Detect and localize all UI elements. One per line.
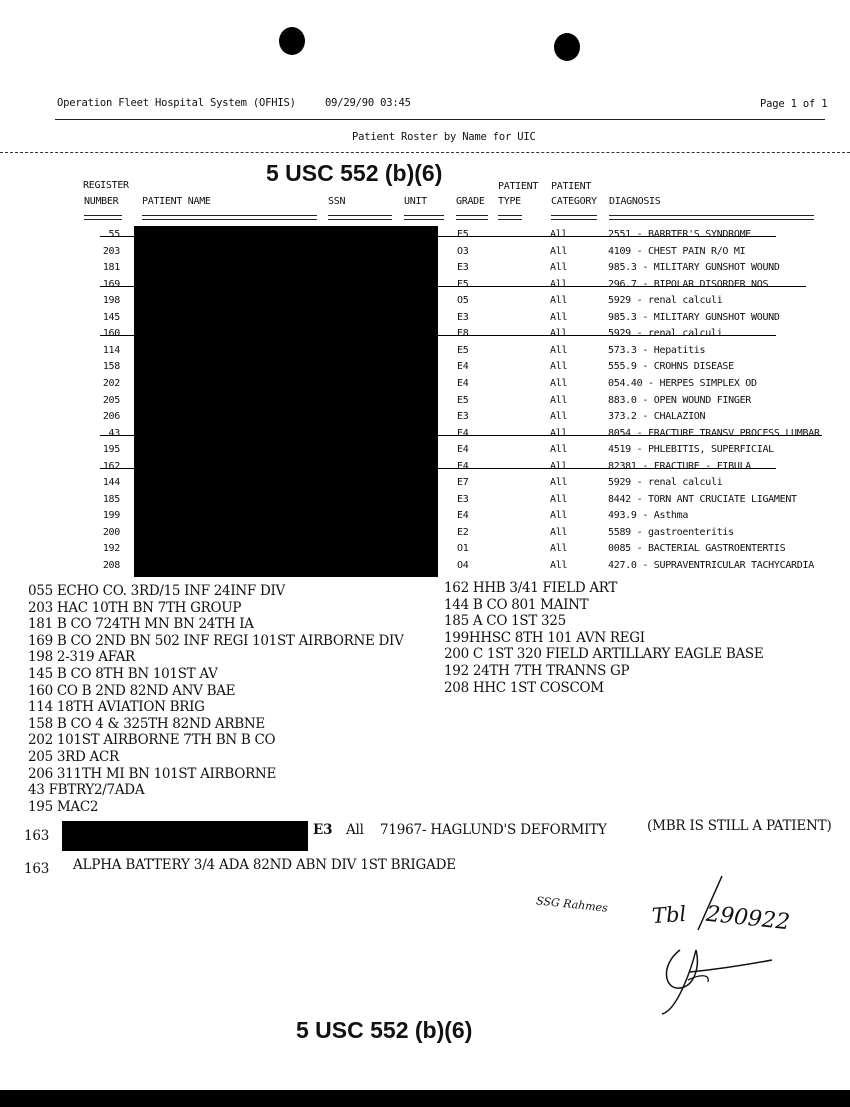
- register-number: 160: [102, 328, 120, 340]
- grade-cell: E3: [457, 493, 469, 505]
- grade-cell: E8: [457, 328, 469, 340]
- register-number: 144: [102, 477, 120, 489]
- patient-category-cell: All: [550, 411, 568, 423]
- patient-category-cell: All: [550, 526, 568, 538]
- unit-line: 114 18TH AVIATION BRIG: [28, 699, 205, 716]
- grade-cell: E4: [457, 427, 469, 439]
- grade-cell: E3: [457, 411, 469, 423]
- strikethrough-line: [436, 468, 776, 469]
- extra-patient-reg: 163: [24, 828, 50, 844]
- patient-category-cell: All: [550, 344, 568, 356]
- grade-cell: E3: [457, 311, 469, 323]
- diagnosis-cell: 2551 - BARRTER'S SYNDROME: [608, 229, 752, 240]
- patient-category-cell: All: [550, 493, 568, 505]
- unit-line: 145 B CO 8TH BN 101ST AV: [28, 665, 218, 682]
- col-underline: [84, 215, 122, 220]
- redaction-block: [134, 226, 438, 577]
- col-underline: [498, 215, 522, 220]
- extra-patient-grade: E3: [313, 822, 333, 838]
- diagnosis-cell: 427.0 - SUPRAVENTRICULAR TACHYCARDIA: [608, 560, 814, 571]
- handwritten-tbl: Tbl: [651, 901, 687, 929]
- diagnosis-cell: 555.9 - CROHNS DISEASE: [608, 361, 734, 373]
- grade-cell: O3: [457, 245, 469, 257]
- unit-line: 200 C 1ST 320 FIELD ARTILLARY EAGLE BASE: [444, 646, 764, 663]
- patient-category-cell: All: [550, 560, 568, 571]
- patient-category-cell: All: [550, 377, 568, 389]
- extra-patient-note: (MBR IS STILL A PATIENT): [647, 818, 832, 834]
- col-patient-name: PATIENT NAME: [142, 196, 211, 207]
- extra-patient-reg-2: 163: [24, 861, 50, 877]
- grade-cell: O1: [457, 543, 469, 555]
- unit-line: 158 B CO 4 & 325TH 82ND ARBNE: [28, 715, 265, 732]
- diagnosis-cell: 5929 - renal calculi: [608, 477, 723, 489]
- register-number: 203: [102, 245, 120, 257]
- header-rule-bottom: [0, 152, 850, 153]
- grade-cell: O4: [457, 560, 469, 571]
- register-number: 208: [102, 560, 120, 571]
- col-ptype-1: PATIENT: [498, 181, 539, 192]
- unit-line: 192 24TH 7TH TRANNS GP: [444, 662, 630, 679]
- grade-cell: E2: [457, 526, 469, 538]
- signature-mark: [640, 870, 800, 1020]
- exemption-stamp-top: 5 USC 552 (b)(6): [266, 160, 443, 186]
- diagnosis-cell: 985.3 - MILITARY GUNSHOT WOUND: [608, 311, 780, 323]
- unit-line: 198 2-319 AFAR: [28, 649, 135, 666]
- col-grade: GRADE: [456, 196, 485, 207]
- unit-list-right: [444, 580, 763, 696]
- col-pcat-1: PATIENT: [551, 181, 592, 192]
- unit-line: 181 B CO 724TH MN BN 24TH IA: [28, 616, 254, 633]
- diagnosis-cell: 5929 - renal calculi: [608, 328, 723, 340]
- grade-cell: O5: [457, 295, 469, 307]
- patient-category-cell: All: [550, 245, 568, 257]
- diagnosis-cell: 985.3 - MILITARY GUNSHOT WOUND: [608, 262, 780, 274]
- diagnosis-cell: 0085 - BACTERIAL GASTROENTERTIS: [608, 543, 786, 555]
- grade-cell: E7: [457, 477, 469, 489]
- register-number: 205: [102, 394, 120, 406]
- unit-line: 162 HHB 3/41 FIELD ART: [444, 580, 618, 596]
- handwritten-number: 290922: [704, 901, 792, 936]
- diagnosis-cell: 296.7 - BIPOLAR DISORDER NOS: [608, 278, 769, 290]
- header-rule-top: [55, 119, 825, 120]
- col-ssn: SSN: [328, 196, 346, 207]
- diagnosis-cell: 054.40 - HERPES SIMPLEX OD: [608, 377, 757, 389]
- punch-hole-right: [554, 33, 580, 61]
- register-number: 195: [102, 444, 120, 456]
- col-pcat-2: CATEGORY: [551, 196, 597, 207]
- unit-line: 195 MAC2: [28, 798, 99, 815]
- patient-category-cell: All: [550, 295, 568, 307]
- patient-category-cell: All: [550, 262, 568, 274]
- col-register-1: REGISTER: [83, 180, 129, 191]
- register-number: 43: [108, 427, 120, 439]
- register-number: 206: [102, 411, 120, 423]
- register-number: 185: [102, 493, 120, 505]
- unit-list-left: [28, 583, 404, 815]
- diagnosis-cell: 5929 - renal calculi: [608, 295, 723, 307]
- unit-line: 160 CO B 2ND 82ND ANV BAE: [28, 682, 236, 699]
- diagnosis-cell: 4109 - CHEST PAIN R/O MI: [608, 245, 746, 257]
- exemption-stamp-bottom: 5 USC 552 (b)(6): [296, 1017, 473, 1043]
- col-underline: [609, 215, 814, 220]
- register-number: 192: [102, 543, 120, 555]
- diagnosis-cell: 493.9 - Asthma: [608, 510, 689, 522]
- grade-cell: E5: [457, 394, 469, 406]
- unit-line: 205 3RD ACR: [28, 748, 119, 765]
- page-number: Page 1 of 1: [760, 98, 828, 110]
- register-number: 114: [102, 344, 120, 356]
- strikethrough-line: [436, 435, 822, 436]
- unit-line: 203 HAC 10TH BN 7TH GROUP: [28, 599, 242, 616]
- patient-category-cell: All: [550, 510, 568, 522]
- register-number: 181: [102, 262, 120, 274]
- unit-line: 208 HHC 1ST COSCOM: [444, 679, 604, 696]
- strikethrough-line: [436, 335, 776, 336]
- col-underline: [328, 215, 392, 220]
- register-number: 200: [102, 526, 120, 538]
- diagnosis-cell: 573.3 - Hepatitis: [608, 344, 706, 356]
- diagnosis-cell: 8442 - TORN ANT CRUCIATE LIGAMENT: [608, 493, 797, 505]
- diagnosis-cell: 883.0 - OPEN WOUND FINGER: [608, 394, 752, 406]
- grade-cell: E5: [457, 344, 469, 356]
- patient-category-cell: All: [550, 460, 568, 472]
- diagnosis-cell: 5589 - gastroenteritis: [608, 526, 734, 538]
- patient-category-cell: All: [550, 278, 568, 290]
- system-name: Operation Fleet Hospital System (OFHIS): [57, 97, 296, 109]
- grade-cell: E4: [457, 377, 469, 389]
- register-number: 202: [102, 377, 120, 389]
- col-underline: [142, 215, 317, 220]
- patient-category-cell: All: [550, 427, 568, 439]
- register-number: 158: [102, 361, 120, 373]
- grade-cell: E5: [457, 278, 469, 290]
- patient-category-cell: All: [550, 361, 568, 373]
- register-number: 162: [102, 460, 120, 472]
- unit-line: 055 ECHO CO. 3RD/15 INF 24INF DIV: [28, 583, 285, 599]
- col-diagnosis: DIAGNOSIS: [609, 196, 661, 207]
- handwritten-name: SSG Rahmes: [535, 894, 609, 915]
- col-unit: UNIT: [404, 196, 427, 207]
- unit-line: 202 101ST AIRBORNE 7TH BN B CO: [28, 732, 276, 749]
- strikethrough-line: [436, 286, 806, 287]
- patient-category-cell: All: [550, 311, 568, 323]
- grade-cell: E5: [457, 229, 469, 240]
- extra-patient-diagnosis: 71967- HAGLUND'S DEFORMITY: [380, 822, 607, 838]
- grade-cell: E4: [457, 444, 469, 456]
- register-number: 198: [102, 295, 120, 307]
- register-number: 169: [102, 278, 120, 290]
- grade-cell: E4: [457, 510, 469, 522]
- extra-patient-unit: ALPHA BATTERY 3/4 ADA 82ND ABN DIV 1ST BRIGADE: [73, 857, 456, 873]
- patient-category-cell: All: [550, 229, 568, 240]
- register-number: 55: [108, 229, 120, 240]
- patient-category-cell: All: [550, 328, 568, 340]
- punch-hole-left: [279, 27, 305, 55]
- unit-line: 144 B CO 801 MAINT: [444, 596, 589, 613]
- report-title: Patient Roster by Name for UIC: [352, 131, 536, 143]
- grade-cell: E4: [457, 460, 469, 472]
- register-number: 145: [102, 311, 120, 323]
- patient-category-cell: All: [550, 477, 568, 489]
- col-underline: [404, 215, 444, 220]
- report-datetime: 09/29/90 03:45: [325, 97, 411, 109]
- unit-line: 185 A CO 1ST 325: [444, 613, 566, 630]
- unit-line: 43 FBTRY2/7ADA: [28, 782, 145, 799]
- col-underline: [456, 215, 488, 220]
- unit-line: 199HHSC 8TH 101 AVN REGI: [444, 629, 645, 646]
- col-register-2: NUMBER: [84, 196, 119, 207]
- patient-category-cell: All: [550, 543, 568, 555]
- unit-line: 206 311TH MI BN 101ST AIRBORNE: [28, 765, 276, 782]
- patient-category-cell: All: [550, 394, 568, 406]
- patient-category-cell: All: [550, 444, 568, 456]
- diagnosis-cell: 4519 - PHLEBITIS, SUPERFICIAL: [608, 444, 774, 456]
- col-ptype-2: TYPE: [498, 196, 521, 207]
- grade-cell: E3: [457, 262, 469, 274]
- extra-patient-category: All: [346, 822, 364, 838]
- strikethrough-line: [436, 236, 776, 237]
- diagnosis-cell: 373.2 - CHALAZION: [608, 411, 706, 423]
- redaction-block-extra: [62, 821, 308, 851]
- col-underline: [551, 215, 597, 220]
- grade-cell: E4: [457, 361, 469, 373]
- diagnosis-cell: 82381 - FRACTURE - FIBULA: [608, 460, 752, 472]
- diagnosis-cell: 8054 - FRACTURE TRANSV PROCESS LUMBAR: [608, 427, 820, 439]
- unit-line: 169 B CO 2ND BN 502 INF REGI 101ST AIRBORNE DIV: [28, 632, 404, 649]
- register-number: 199: [102, 510, 120, 522]
- scan-edge-bar: [0, 1090, 850, 1107]
